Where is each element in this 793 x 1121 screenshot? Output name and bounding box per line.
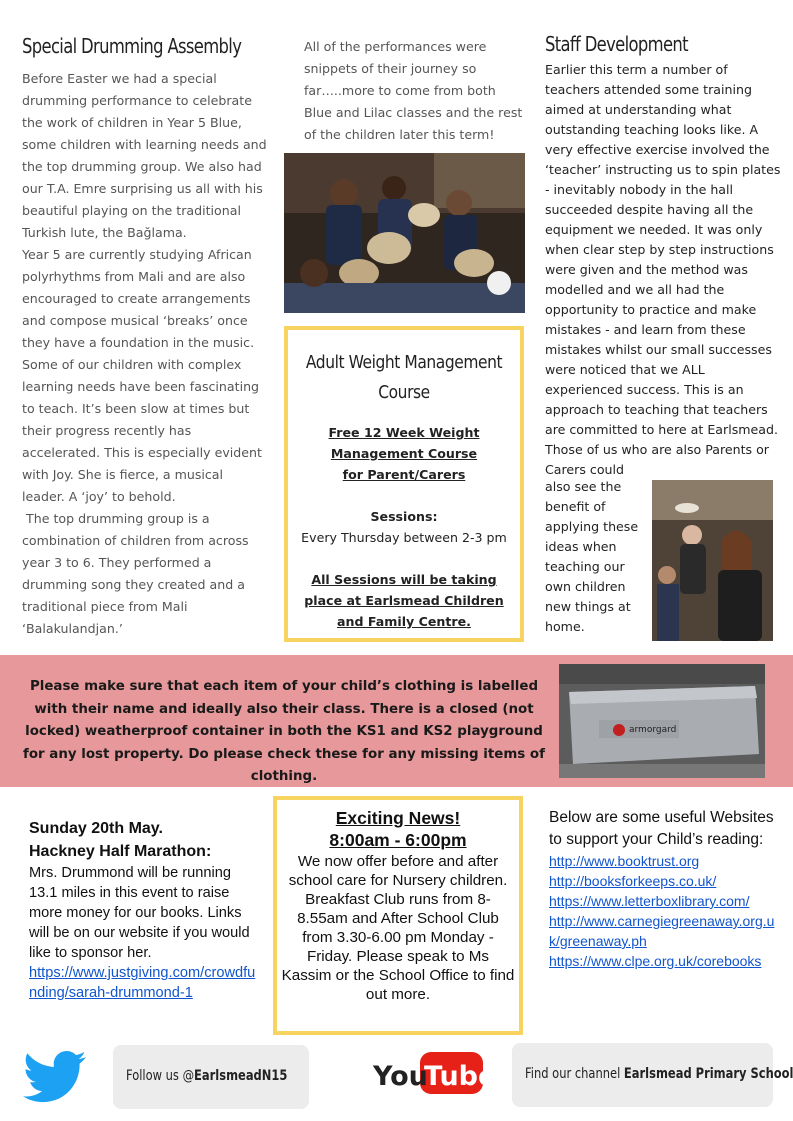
reading-websites [549,807,779,971]
youtube-you: You [373,1061,428,1092]
letterboxlibrary-link[interactable]: https://www.letterboxlibrary.com/ [549,893,750,909]
youtube-logo-icon[interactable] [372,1052,497,1096]
news-hours: 8:00am - 6:00pm [329,830,467,850]
marathon-date: Sunday 20th May. [29,820,163,837]
marathon-body: Mrs. Drummond will be running 13.1 miles in this event to raise more money for our books. Links will be on our website if you would like to sponsor her. [29,865,250,961]
news-title: Exciting News! [335,808,461,828]
staff-development-body-wrap: also see the benefit of applying these ideas when teaching our own children new things at home. [545,479,639,634]
drumming-article [22,68,268,640]
marathon-event: Hackney Half Marathon: [29,843,212,860]
websites-intro: Below are some useful Websites to support your Child’s reading: [549,809,774,848]
twitter-bird-icon[interactable] [20,1048,90,1103]
sessions-time: Every Thursday between 2-3 pm [301,530,507,545]
booktrust-link[interactable]: http://www.booktrust.org [549,853,700,869]
staff-development-body: Earlier this term a number of teachers attended some training aimed at understanding what outstanding teaching looks like. A very effective exercise involved the ‘teacher’ instructing us to spin plates - inevitably nobody in the hall succeeded despite having all the equipment we needed. It was only when clear step by step instructions were given and the method was modelled and we all had the opportunity to practice and make mistakes - and learn from these mistakes whilst our small successes were noticed that we ALL experienced success. This is an approach to teaching that teachers are committed to here at Earlsmead. Those of us who are also Parents or Carers could [545,62,781,477]
drumming-photo [284,153,525,313]
armorgard-logo: armorgard [629,725,677,735]
staff-development-title: Staff Development [545,32,688,56]
drumming-continued: All of the performances were snippets of their journey so far…..more to come from both Blue and Lilac classes and the rest of the children later this term! [304,39,523,142]
news-body: We now offer before and after school care for Nursery children. Breakfast Club runs from 8-8.55am and After School Club from 3.30-6.00 pm Monday - Friday. Please speak to Ms Kassim or the School Office to find out more. [281,853,515,1003]
weight-course-subtitle: Free 12 Week Weight Management Course for Parent/Carers [328,425,480,482]
justgiving-link[interactable]: https://www.justgiving.com/crowdfunding/sarah-drummond-1 [29,965,256,1001]
drumming-title: Special Drumming Assembly [22,34,242,58]
sessions-label: Sessions: [370,509,438,524]
drumming-paragraph-1: Before Easter we had a special drumming performance to celebrate the work of children in Year 5 Blue, some children with learning needs and the top drumming group. We also had our T.A. Emre surprising us all with his beautiful playing on the traditional Turkish lute, the Bağlama. [22,71,267,240]
weatherproof-container-photo [559,664,765,778]
carnegiegreenaway-link[interactable]: http://www.carnegiegreenaway.org.uk/greenaway.ph [549,913,775,949]
marathon-section [29,817,259,1003]
youtube-tube: Tube [424,1061,497,1092]
booksforkeeps-link[interactable]: http://booksforkeeps.co.uk/ [549,873,717,889]
twitter-handle[interactable]: EarlsmeadN15 [194,1068,288,1084]
clpe-link[interactable]: https://www.clpe.org.uk/corebooks [549,953,762,969]
weight-management-box [284,326,524,642]
follow-us-text [126,1068,287,1084]
exciting-news-box [273,796,523,1035]
staff-training-photo [652,480,773,641]
weight-course-title: Adult Weight Management Course [305,352,503,403]
find-prefix: Find our channel [525,1066,624,1082]
drumming-paragraph-2: Year 5 are currently studying African polyrhythms from Mali and are also encouraged to create arrangements and compose musical ‘breaks’ once they have a foundation in the music. Some of our children with complex learning needs have been fascinating to teach. It’s been slow at times but their progress recently has accelerated. This is especially evident with Joy. She is fierce, a musical leader. A ‘joy’ to behold. [22,247,262,504]
channel-name[interactable]: Earlsmead Primary School [623,1066,793,1082]
drumming-paragraph-3: The top drumming group is a combination of children from across year 3 to 6. They performed a drumming song they created and a traditional piece from Mali ‘Balakulandjan.’ [22,511,253,636]
sessions-location: All Sessions will be taking place at Earlsmead Children and Family Centre. [304,572,504,629]
lost-property-text: Please make sure that each item of your child’s clothing is labelled with their name and ideally also their class. There is a closed (not locked) weatherproof container in both the KS1 and KS2 playground for any lost property. Do please check these for any missing items of clothing. [23,679,545,784]
follow-prefix: Follow us @ [126,1068,195,1084]
find-channel-text [525,1066,793,1082]
